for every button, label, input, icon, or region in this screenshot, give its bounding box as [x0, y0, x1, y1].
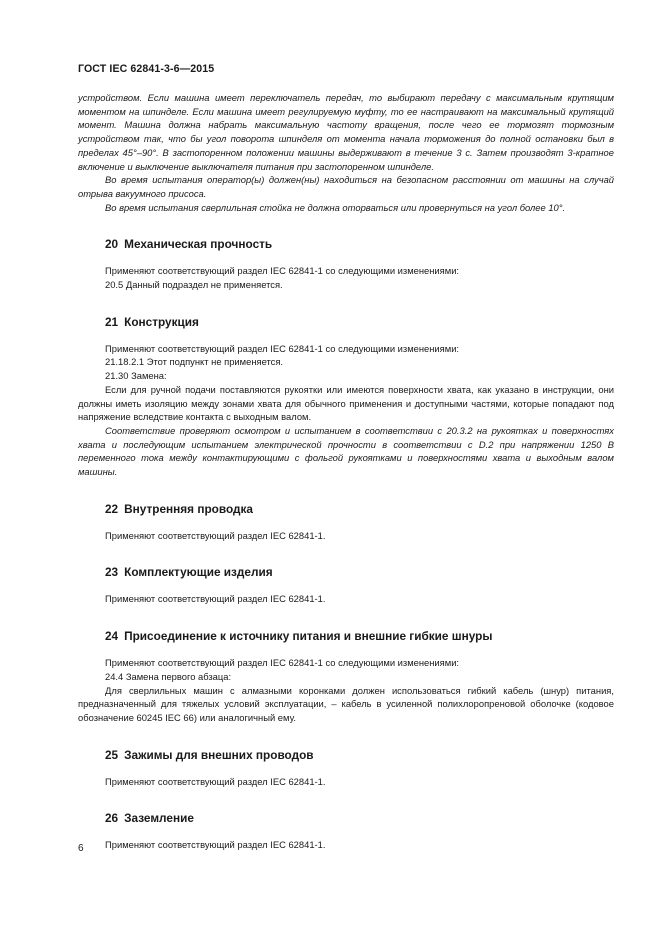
section-heading [78, 810, 614, 826]
section-heading [78, 501, 614, 517]
section-title: Заземление [124, 811, 194, 826]
section-title: Зажимы для внешних проводов [124, 747, 314, 762]
section-number: 21 [105, 314, 119, 329]
intro-paragraph-3: Во время испытания сверлильная стойка не должна оторваться или провернуться на угол более 10°. [105, 201, 566, 213]
section-title: Механическая прочность [124, 237, 273, 252]
intro-paragraph-2: Во время испытания оператор(ы) должен(ны) находиться на безопасном расстоянии от машины на случай отрыва вакуумного присоса. [78, 174, 614, 199]
section-line: Применяют соответствующий раздел IEC 62841-1 со следующими изменениями: [105, 342, 460, 354]
section-paragraph: Для сверлильных машин с алмазными коронками должен использоваться гибкий кабель (шнур) питания, предназначенный для тяжелых условий эксплуатации, – кабель в усиленной полихлоропреновой оболочке (кодовое обозначение 60245 IEC 66) или аналогичный ему. [78, 684, 614, 723]
section-number: 24 [105, 629, 119, 644]
section-line: Применяют соответствующий раздел IEC 62841-1. [105, 775, 326, 787]
section-number: 22 [105, 501, 119, 516]
section-24 [78, 628, 614, 725]
section-line: Применяют соответствующий раздел IEC 62841-1. [105, 593, 326, 605]
section-title: Комплектующие изделия [124, 565, 273, 580]
document-header: ГОСТ IEC 62841-3-6—2015 [78, 63, 215, 75]
section-heading [78, 564, 614, 580]
section-line: 20.5 Данный подраздел не применяется. [105, 279, 283, 291]
section-number: 20 [105, 237, 119, 252]
section-23 [78, 564, 614, 606]
section-line: 24.4 Замена первого абзаца: [105, 670, 232, 682]
section-title: Присоединение к источнику питания и внешние гибкие шнуры [124, 629, 493, 644]
page-number: 6 [78, 843, 84, 854]
section-line: Применяют соответствующий раздел IEC 62841-1 со следующими изменениями: [105, 265, 460, 277]
section-25 [78, 747, 614, 789]
section-heading [78, 314, 614, 330]
section-21 [78, 314, 614, 479]
section-20 [78, 236, 614, 291]
section-number: 26 [105, 811, 119, 826]
document-body [78, 91, 614, 852]
intro-paragraph-1: устройством. Если машина имеет переключатель передач, то выбирают передачу с максимальным крутящим моментом на шпинделе. Если машина имеет регулируемую муфту, то ее настраивают на максимальный крутящий момент. Машина должна набрать максимальную частоту вращения, после чего ее тормозят тормозным устройством так, что бы угол поворота шпинделя от момента начала торможения до полной остановки был в пределах 45°–90°. В застопоренном положении машины выдерживают в течение 3 с. Затем производят 3-кратное включение и выключение выключателя питания при застопоренном шпинделе. [78, 92, 614, 172]
section-line: Применяют соответствующий раздел IEC 62841-1. [105, 529, 326, 541]
section-number: 25 [105, 747, 119, 762]
section-22 [78, 501, 614, 543]
section-line: 21.30 Замена: [105, 370, 167, 382]
section-title: Конструкция [124, 314, 199, 329]
compliance-paragraph: Соответствие проверяют осмотром и испытанием в соответствии с 20.3.2 на рукоятках и поверхностях хвата и последующим испытанием электрической прочности в соответствии с D.2 при напряжении 1250 В переменного тока между контактирующими с фольгой рукоятками и поверхностями хвата и выходным валом машины. [78, 424, 614, 478]
section-title: Внутренняя проводка [124, 501, 253, 516]
section-heading [78, 747, 614, 763]
section-26 [78, 810, 614, 852]
section-heading [78, 628, 614, 644]
section-heading [78, 236, 614, 252]
section-paragraph: Если для ручной подачи поставляются рукоятки или имеются поверхности хвата, как указано в инструкции, они должны иметь изоляцию между зонами хвата для обычного применения и доступными частями, которые попадают под напряжение вследствие контакта с выходным валом. [78, 383, 614, 423]
section-number: 23 [105, 565, 119, 580]
section-line: Применяют соответствующий раздел IEC 62841-1. [105, 839, 326, 851]
section-line: Применяют соответствующий раздел IEC 62841-1 со следующими изменениями: [105, 657, 460, 669]
section-line: 21.18.2.1 Этот подпункт не применяется. [105, 356, 284, 368]
